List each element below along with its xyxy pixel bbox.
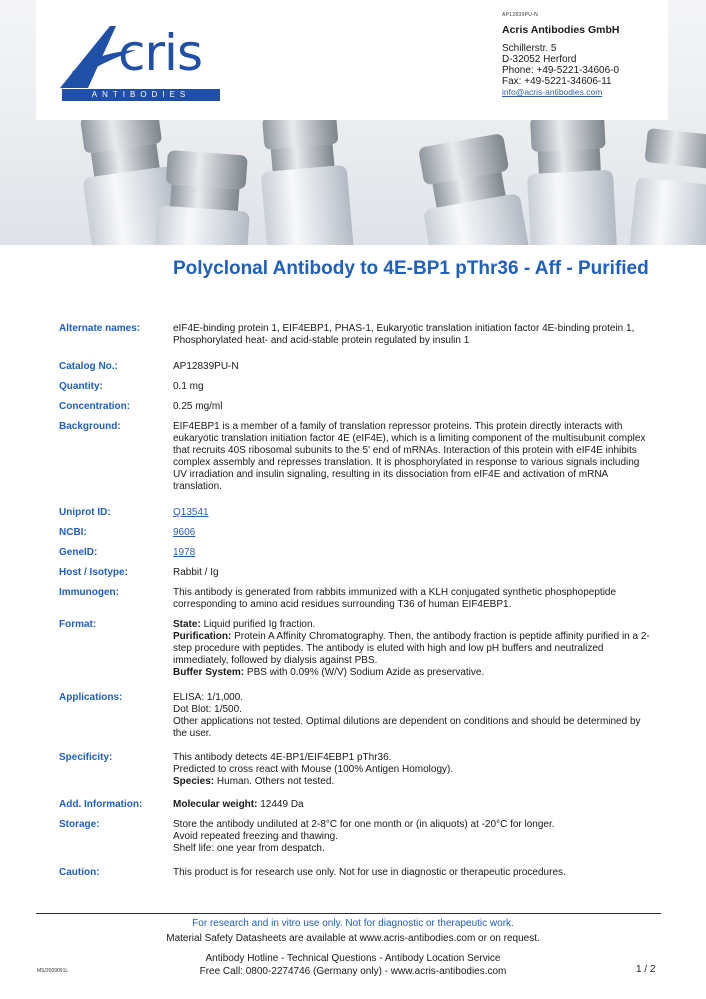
field-value: 0.1 mg	[173, 381, 204, 392]
species-value: Human. Others not tested.	[216, 776, 335, 787]
field-label: Catalog No.:	[59, 361, 118, 372]
field-label: Quantity:	[59, 381, 103, 392]
page-number: 1 / 2	[636, 964, 656, 975]
buffer-value: PBS with 0.09% (W/V) Sodium Azide as preservative.	[246, 667, 485, 678]
field-label: Background:	[59, 421, 121, 432]
application-elisa: ELISA: 1/1,000.	[173, 692, 244, 703]
footer-divider	[36, 913, 661, 914]
field-uniprot	[0, 507, 706, 527]
field-immunogen	[0, 587, 706, 619]
purification-label: Purification:	[173, 631, 232, 642]
company-name: Acris Antibodies GmbH	[502, 24, 620, 36]
field-label: Uniprot ID:	[59, 507, 111, 518]
application-dot-blot: Dot Blot: 1/500.	[173, 704, 242, 715]
catalog-number-small: AP12839PU-N	[502, 12, 539, 18]
specificity-line1: This antibody detects 4E-BP1/EIF4EBP1 pThr36.	[173, 752, 392, 763]
state-label: State:	[173, 619, 201, 630]
logo-wordmark: cris	[118, 24, 202, 82]
field-catalog	[0, 361, 706, 381]
field-host	[0, 567, 706, 587]
field-geneid	[0, 547, 706, 567]
species-label: Species:	[173, 776, 215, 787]
field-label: Add. Information:	[59, 799, 143, 810]
field-label: Format:	[59, 619, 97, 630]
field-quantity	[0, 381, 706, 401]
company-street: Schillerstr. 5	[502, 43, 557, 54]
field-value: Rabbit / Ig	[173, 567, 219, 578]
field-ncbi	[0, 527, 706, 547]
company-email-link[interactable]: info@acris-antibodies.com	[502, 87, 603, 97]
logo-subtitle: ANTIBODIES	[91, 90, 191, 99]
field-label: Host / Isotype:	[59, 567, 128, 578]
footer-research-note: For research and in vitro use only. Not for diagnostic or therapeutic work.	[192, 918, 514, 929]
geneid-link[interactable]: 1978	[173, 547, 196, 558]
field-label: Caution:	[59, 867, 100, 878]
field-label: Specificity:	[59, 752, 113, 763]
field-value: EIF4EBP1 is a member of a family of translation repressor proteins. This protein directly interacts with eukaryotic translation initiation factor 4E (eIF4E), which is a limiting component of the multisubunit complex that recruits 40S ribosomal subunits to the 5' end of mRNAs. Interaction of this protein with eIF4E inhibits complex assembly and represses translation. It is phosphorylated in response to various signals including UV irradiation and insulin signaling, resulting in its dissociation from eIF4E and activation of mRNA translation.	[173, 421, 646, 492]
company-phone: Phone: +49-5221-34606-0	[502, 65, 620, 76]
field-label: NCBI:	[59, 527, 87, 538]
product-fields	[0, 323, 706, 887]
uniprot-link[interactable]: Q13541	[173, 507, 209, 518]
footer-free-call: Free Call: 0800-2274746 (Germany only) - www.acris-antibodies.com	[199, 966, 507, 977]
company-city: D-32052 Herford	[502, 54, 577, 65]
field-caution	[0, 867, 706, 887]
field-concentration	[0, 401, 706, 421]
company-address	[502, 12, 672, 98]
state-value: Liquid purified Ig fraction.	[203, 619, 316, 630]
company-fax: Fax: +49-5221-34606-11	[502, 76, 612, 87]
mw-label: Molecular weight:	[173, 799, 258, 810]
field-specificity	[0, 752, 706, 799]
footer-hotline: Antibody Hotline - Technical Questions - Antibody Location Service	[205, 953, 501, 964]
field-storage	[0, 819, 706, 867]
field-applications	[0, 692, 706, 752]
ncbi-link[interactable]: 9606	[173, 527, 196, 538]
storage-line2: Avoid repeated freezing and thawing.	[173, 831, 338, 842]
specificity-line2: Predicted to cross react with Mouse (100% Antigen Homology).	[173, 764, 454, 775]
field-add-information	[0, 799, 706, 819]
application-note: Other applications not tested. Optimal dilutions are dependent on conditions and should be determined by the user.	[173, 716, 641, 739]
field-label: Concentration:	[59, 401, 131, 412]
field-label: Immunogen:	[59, 587, 119, 598]
field-value: eIF4E-binding protein 1, EIF4EBP1, PHAS-1, Eukaryotic translation initiation factor 4E-binding protein 1, Phosphorylated heat- and acid-stable protein regulated by insulin 1	[173, 323, 635, 346]
field-value: 0.25 mg/ml	[173, 401, 223, 412]
storage-line3: Shelf life: one year from despatch.	[173, 843, 325, 854]
document-version: MS/2009091L	[37, 968, 69, 974]
field-value: AP12839PU-N	[173, 361, 239, 372]
mw-value: 12449 Da	[260, 799, 304, 810]
buffer-label: Buffer System:	[173, 667, 245, 678]
acris-logo	[58, 22, 228, 110]
field-alternate-names	[0, 323, 706, 361]
storage-line1: Store the antibody undiluted at 2-8°C for one month or (in aliquots) at -20°C for longer.	[173, 819, 555, 830]
field-background	[0, 421, 706, 507]
field-label: Alternate names:	[59, 323, 141, 334]
product-title: Polyclonal Antibody to 4E-BP1 pThr36 - Aff - Purified	[173, 258, 649, 279]
field-label: Storage:	[59, 819, 100, 830]
header-banner	[0, 0, 706, 245]
field-label: Applications:	[59, 692, 123, 703]
footer-msds-note: Material Safety Datasheets are available at www.acris-antibodies.com or on request.	[166, 933, 540, 944]
field-label: GeneID:	[59, 547, 98, 558]
purification-value: Protein A Affinity Chromatography. Then, the antibody fraction is peptide affinity purified in a 2-step procedure with peptides. The antibody is eluted with high and low pH buffers and neutralized immediately, followed by dialysis against PBS.	[173, 631, 650, 666]
field-format	[0, 619, 706, 692]
field-value: This antibody is generated from rabbits immunized with a KLH conjugated synthetic phosphopeptide corresponding to amino acid residues surrounding T36 of human EIF4EBP1.	[173, 587, 617, 610]
field-value: This product is for research use only. Not for use in diagnostic or therapeutic procedures.	[173, 867, 566, 878]
